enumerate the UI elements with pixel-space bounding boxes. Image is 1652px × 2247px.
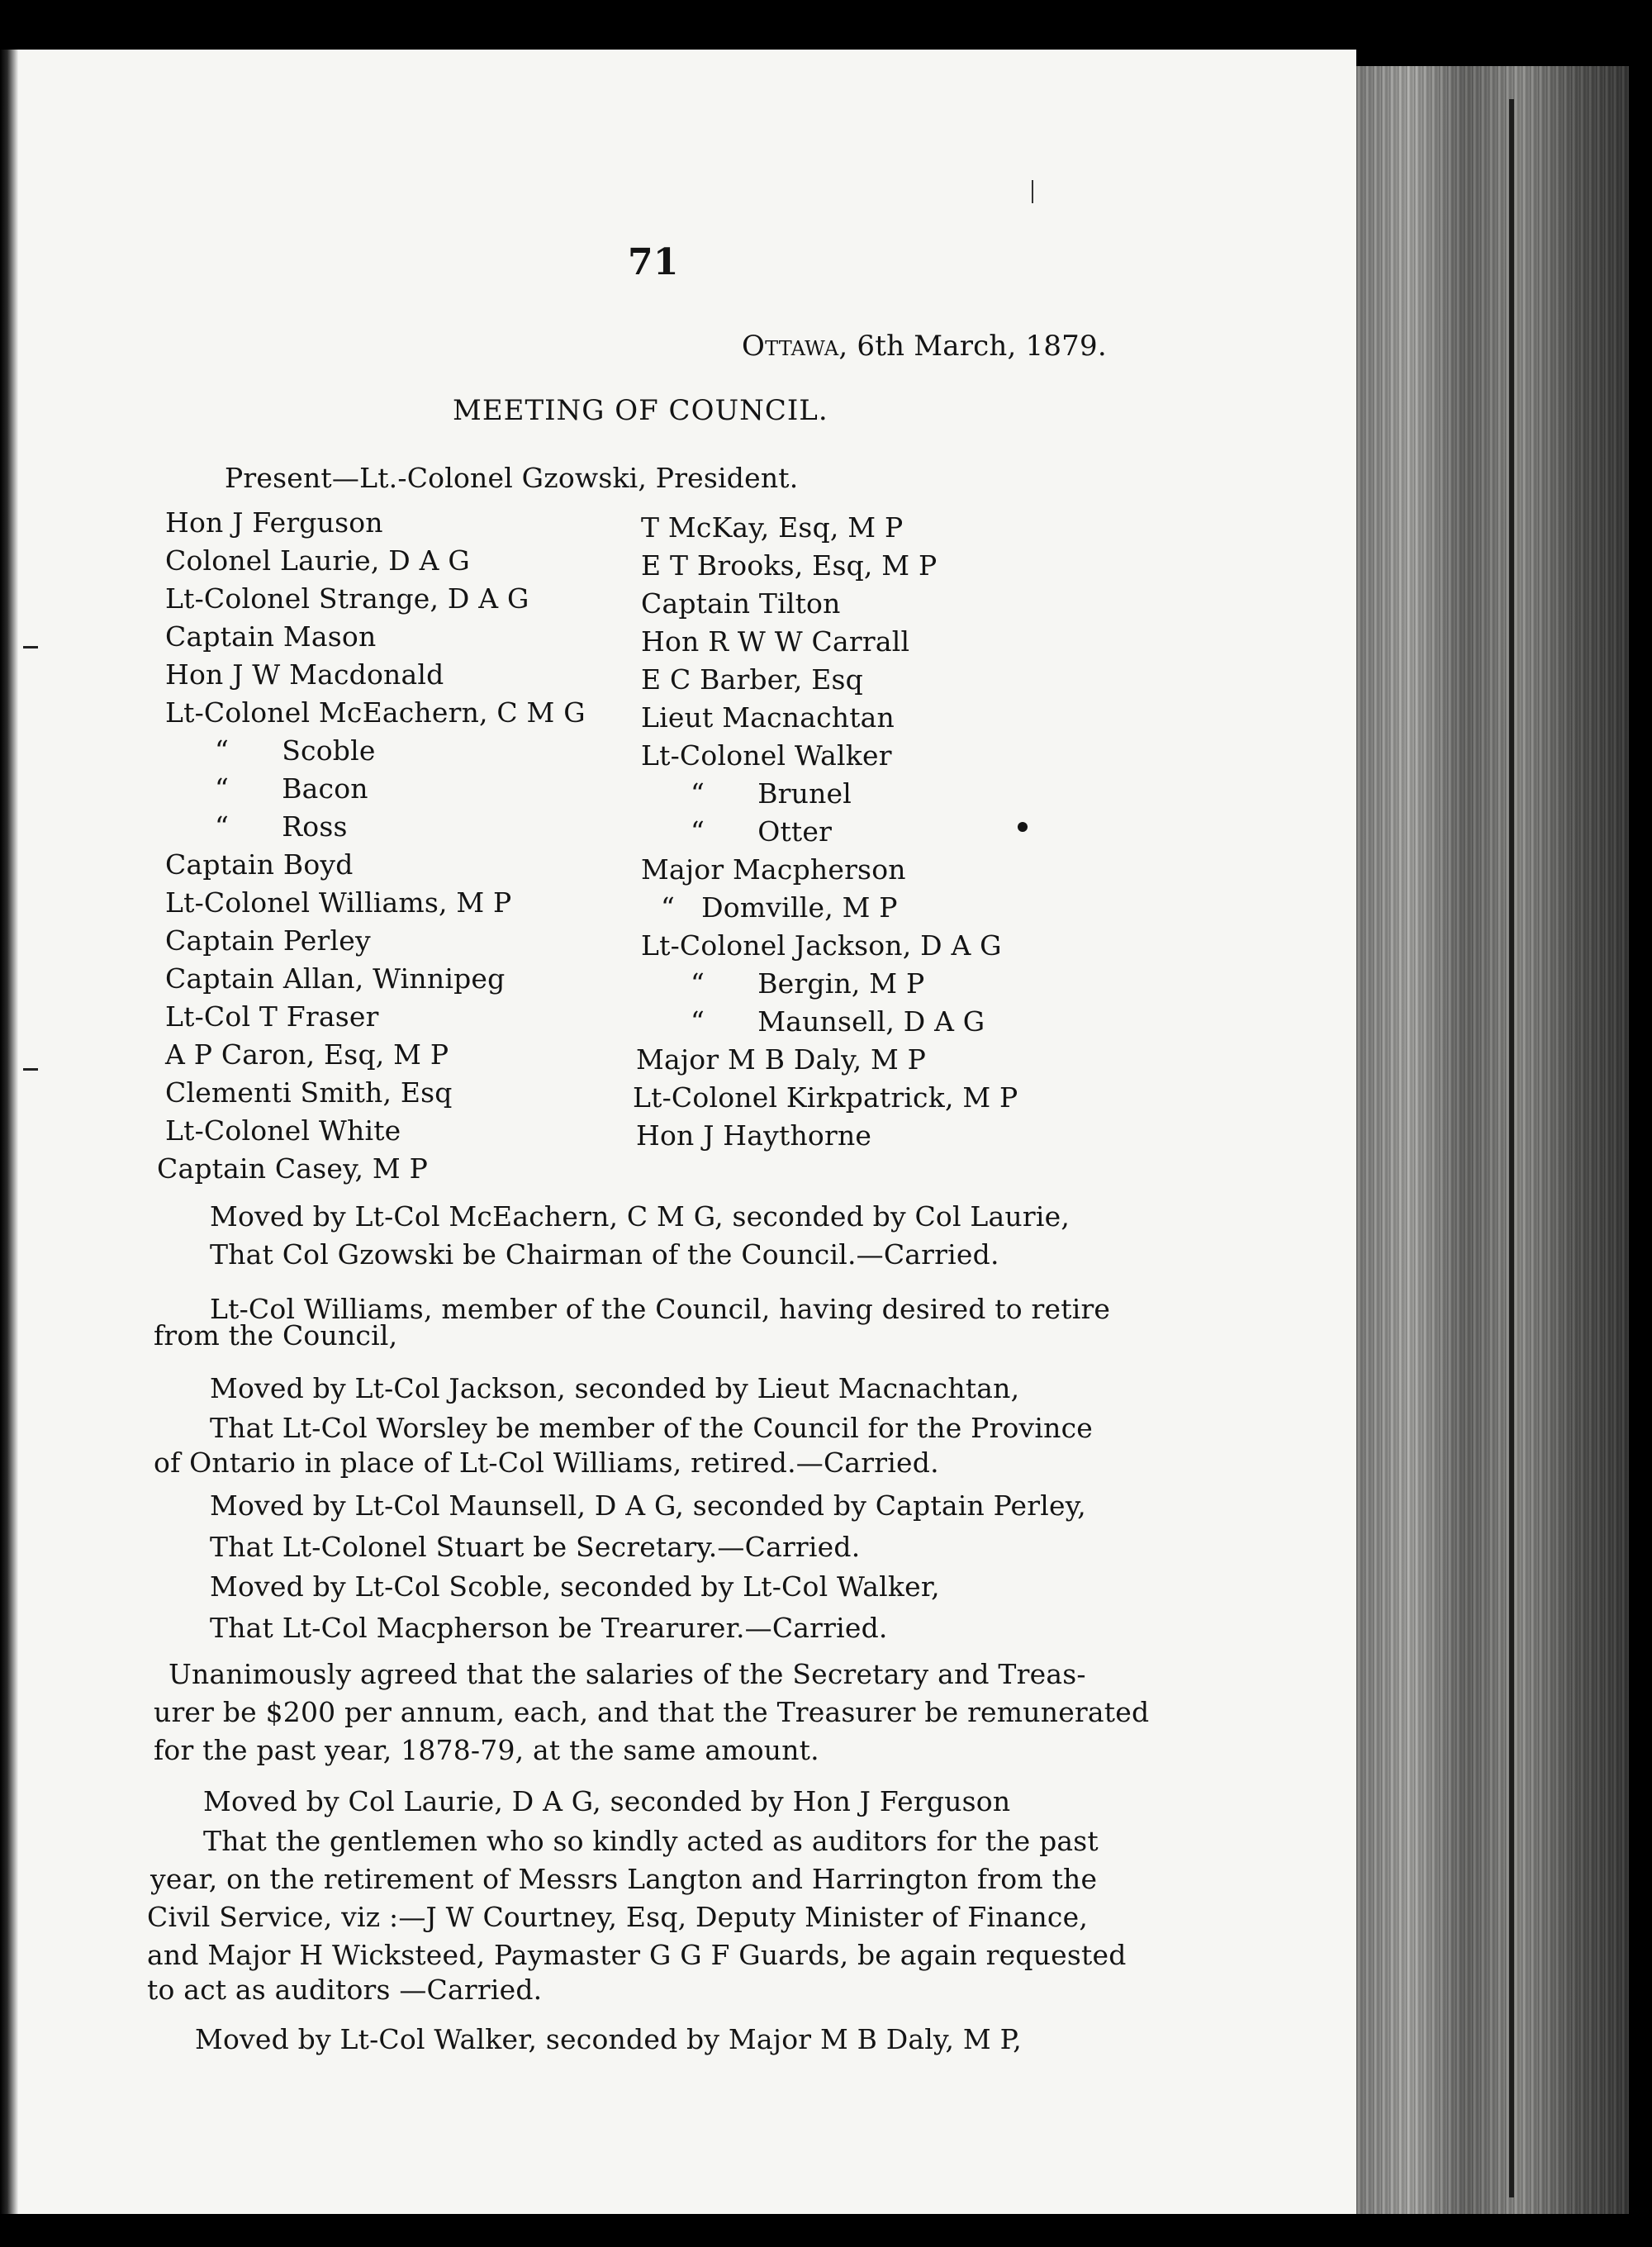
- member-right: “ Domville, M P: [661, 891, 898, 924]
- body-line: and Major H Wicksteed, Paymaster G G F Guards, be again requested: [147, 1939, 1127, 1971]
- body-line: That Lt-Col Worsley be member of the Council for the Province: [210, 1412, 1094, 1444]
- body-line: urer be $200 per annum, each, and that the Treasurer be remunerated: [154, 1696, 1150, 1728]
- member-left: Captain Casey, M P: [157, 1152, 428, 1185]
- dateline: [742, 330, 1107, 363]
- member-left: Clementi Smith, Esq: [165, 1076, 453, 1109]
- body-line: Unanimously agreed that the salaries of the Secretary and Treas-: [169, 1658, 1086, 1690]
- book-seam: [1509, 99, 1514, 2197]
- member-right: “ Brunel: [691, 777, 852, 810]
- member-right: Lt-Colonel Walker: [641, 739, 892, 772]
- body-line: year, on the retirement of Messrs Langton and Harrington from the: [150, 1863, 1098, 1895]
- dateline-date: , 6th March, 1879.: [838, 330, 1107, 363]
- body-line: for the past year, 1878-79, at the same amount.: [154, 1734, 819, 1766]
- body-line: Civil Service, viz :—J W Courtney, Esq, Deputy Minister of Finance,: [147, 1901, 1089, 1933]
- body-line: That Col Gzowski be Chairman of the Council.—Carried.: [210, 1238, 999, 1271]
- dateline-place: Ottawa: [742, 330, 839, 363]
- body-line: Moved by Lt-Col Walker, seconded by Major M B Daly, M P,: [195, 2023, 1022, 2055]
- margin-tick: [1032, 180, 1033, 203]
- member-left: Hon J W Macdonald: [165, 658, 444, 691]
- member-right: Hon J Haythorne: [636, 1119, 872, 1152]
- member-right: T McKay, Esq, M P: [641, 511, 904, 544]
- member-left: “ Scoble: [215, 734, 376, 767]
- member-right: E C Barber, Esq: [641, 663, 863, 696]
- member-right: Captain Tilton: [641, 587, 841, 620]
- page-title: MEETING OF COUNCIL.: [453, 394, 828, 427]
- member-right: “ Maunsell, D A G: [691, 1005, 985, 1038]
- body-line: from the Council,: [154, 1319, 398, 1352]
- member-left: Captain Perley: [165, 924, 371, 957]
- member-left: Lt-Colonel White: [165, 1114, 401, 1147]
- member-left: Captain Allan, Winnipeg: [165, 962, 506, 995]
- left-page-edge: [0, 50, 18, 2214]
- member-left: Captain Boyd: [165, 848, 354, 881]
- body-line: of Ontario in place of Lt-Col Williams, retired.—Carried.: [154, 1447, 939, 1479]
- member-left: Lt-Colonel Strange, D A G: [165, 582, 529, 615]
- member-right: Major Macpherson: [641, 853, 906, 886]
- book-page-edges: [1356, 66, 1629, 2214]
- margin-mark: [23, 646, 38, 648]
- page-number: 71: [628, 241, 679, 283]
- member-left: Lt-Colonel Williams, M P: [165, 886, 512, 919]
- member-left: Captain Mason: [165, 620, 377, 653]
- body-line: That Lt-Colonel Stuart be Secretary.—Carried.: [210, 1531, 861, 1563]
- member-left: Colonel Laurie, D A G: [165, 544, 470, 577]
- member-left: Lt-Col T Fraser: [165, 1000, 379, 1033]
- member-left: A P Caron, Esq, M P: [165, 1038, 449, 1071]
- member-right: “ Otter: [691, 815, 833, 848]
- member-right: Lieut Macnachtan: [641, 701, 895, 734]
- member-right: Lt-Colonel Kirkpatrick, M P: [633, 1081, 1018, 1114]
- member-right: E T Brooks, Esq, M P: [641, 549, 938, 582]
- body-line: Moved by Col Laurie, D A G, seconded by Hon J Ferguson: [203, 1785, 1011, 1817]
- body-line: That the gentlemen who so kindly acted as auditors for the past: [203, 1825, 1099, 1857]
- member-left: Lt-Colonel McEachern, C M G: [165, 696, 586, 729]
- body-line: That Lt-Col Macpherson be Trearurer.—Carried.: [210, 1612, 888, 1644]
- member-right: Major M B Daly, M P: [636, 1043, 927, 1076]
- member-right: Lt-Colonel Jackson, D A G: [641, 929, 1002, 962]
- body-line: Moved by Lt-Col Scoble, seconded by Lt-Col Walker,: [210, 1570, 940, 1603]
- present-line: Present—Lt.-Colonel Gzowski, President.: [225, 462, 799, 494]
- body-line: to act as auditors —Carried.: [147, 1974, 543, 2006]
- body-line: Moved by Lt-Col McEachern, C M G, seconded by Col Laurie,: [210, 1200, 1070, 1233]
- body-line: Moved by Lt-Col Jackson, seconded by Lieut Macnachtan,: [210, 1372, 1020, 1404]
- margin-mark: [23, 1068, 38, 1071]
- ink-dot: [1018, 822, 1028, 832]
- member-left: Hon J Ferguson: [165, 506, 383, 539]
- body-line: Lt-Col Williams, member of the Council, having desired to retire: [210, 1293, 1111, 1325]
- body-line: Moved by Lt-Col Maunsell, D A G, seconded by Captain Perley,: [210, 1489, 1086, 1522]
- member-right: “ Bergin, M P: [691, 967, 925, 1000]
- member-left: “ Bacon: [215, 772, 368, 805]
- member-right: Hon R W W Carrall: [641, 625, 910, 658]
- member-left: “ Ross: [215, 810, 348, 843]
